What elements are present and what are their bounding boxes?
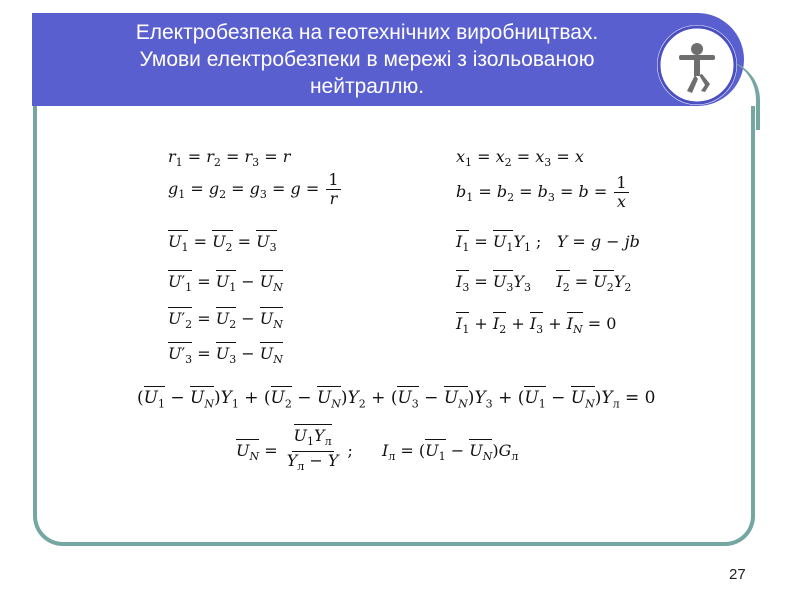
equation-r: $r_1 = r_2 = r_3 = r$ (168, 147, 291, 170)
equation-i1-y: $I_1 = U_1Y_1$ ; Y = g − jb (456, 232, 640, 255)
content-frame (33, 106, 755, 546)
equation-node-balance: $(U_1 - U_N)Y_1 + (U_2 - U_N)Y_2 + (U_3 - U_N)Y_3 + (U_1 - U_N)Y_л = 0$ (137, 388, 656, 411)
equation-u1-prime: $U'_1 = U_1 - U_N$ (168, 272, 283, 295)
equation-i3-i2: $I_3 = U_3Y_3$ $I_2 = U_2Y_2$ (456, 272, 632, 295)
equation-u3-prime: $U'_3 = U_3 - U_N$ (168, 344, 283, 367)
slide-title (32, 13, 702, 106)
figure-logo-icon (657, 25, 737, 105)
page-number: 27 (729, 566, 746, 583)
equation-b: $b_1 = b_2 = b_3 = b$ = $\frac{1}{x}$ (456, 173, 627, 211)
slide-title-text: Електробезпека на геотехнічних виробництвах. Умови електробезпеки в мережі з ізольованою нейтраллю. (135, 21, 599, 98)
equation-g: $g_1 = g_2 = g_3 = g$ = $\frac{1}{r}$ (168, 170, 339, 208)
equation-il: $I_л = (U_1 - U_N)G_л$ (382, 441, 519, 464)
equation-x: $x_1 = x_2 = x_3 = x$ (456, 147, 584, 170)
equation-current-sum: $I_1 + I_2 + I_3 + I_N = 0$ (456, 314, 617, 337)
equation-u-equal: $U_1 = U_2 = U_3$ (168, 232, 277, 255)
equation-un: $U_N$ = $\frac{U_1Y_л}{Y_л - Y}$ ; (236, 426, 353, 474)
equation-u2-prime: $U'_2 = U_2 - U_N$ (168, 309, 283, 332)
